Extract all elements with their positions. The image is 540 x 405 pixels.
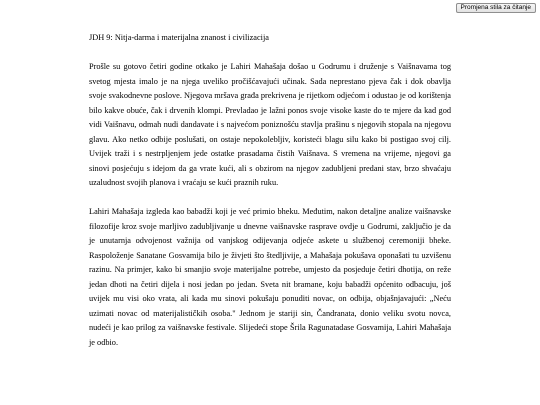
article-paragraph: Prošle su gotovo četiri godine otkako je Lahiri Mahašaja došao u Godrumu i druženje s Vaišnavama tog svetog mjesta imalo je na njega uveliko pročišćavajući učinak. Sada neprestano pjeva čak i dok obavlja svoje svakodnevne poslove. Njegova mršava građa prekrivena je rijetkom odjećom i odustao je od korištenja bilo kakve obuće, čak i drvenih klompi. Prevladao je lažni ponos svoje visoke kaste do te mjere da kad god vidi Vaišnavu, odmah nudi dandavate i s najvećom poniznošću stavlja prašinu s njegovih stopala na njegovu glavu. Ako netko odbije poslušati, on ostaje nepokolebljiv, koristeći blagu silu kako bi postigao svoj cilj. Uvijek traži i s nestrpljenjem jede ostatke prasadama čistih Vaišnava. S vremena na vrijeme, njegovi ga sinovi posjećuju s idejom da ga vrate kući, ali s obzirom na njegov zadubljeni predani stav, brzo shvaćaju uzaludnost svojih planova i vraćaju se kući praznih ruku.: [89, 62, 451, 187]
page-title: JDH 9: Nitja-darma i materijalna znanost i civilizacija: [89, 33, 269, 42]
article-paragraph: Lahiri Mahašaja izgleda kao babadži koji je već primio bheku. Međutim, nakon detaljne analize vaišnavske filozofije kroz svoje marljivo zadubljivanje u dnevne vaišnavske rasprave ovdje u Godrumi, zaključio je da je unutarnja odvojenost važnija od vanjskog odijevanja odjeće askete u službenoj ceremoniji bheke. Raspoloženje Sanatane Gosvamija bilo je živjeti što štedljivije, a Mahašaja pokušava oponašati tu uzvišenu razinu. Na primjer, kako bi smanjio svoje materijalne potrebe, umjesto da posjeduje četiri dhotija, on reže jedan dhoti na četiri dijela i nosi jedan po jedan. Sveta nit bramane, koju babadži općenito odbacuju, još uvijek mu visi oko vrata, ali kada mu sinovi pokušaju ponuditi novac, on odbija, objašnjavajući: „Neću uzimati novac od materijalističkih osoba." Jednom je stariji sin, Čandranata, donio veliku svotu novca, nudeći je kao prilog za vaišnavske festivale. Slijedeći stope Šrila Ragunatadase Gosvamija, Lahiri Mahašaja je odbio.: [89, 207, 451, 347]
reading-style-toggle-button[interactable]: Promjena stila za čitanje: [456, 3, 536, 13]
article-content: [89, 31, 451, 350]
